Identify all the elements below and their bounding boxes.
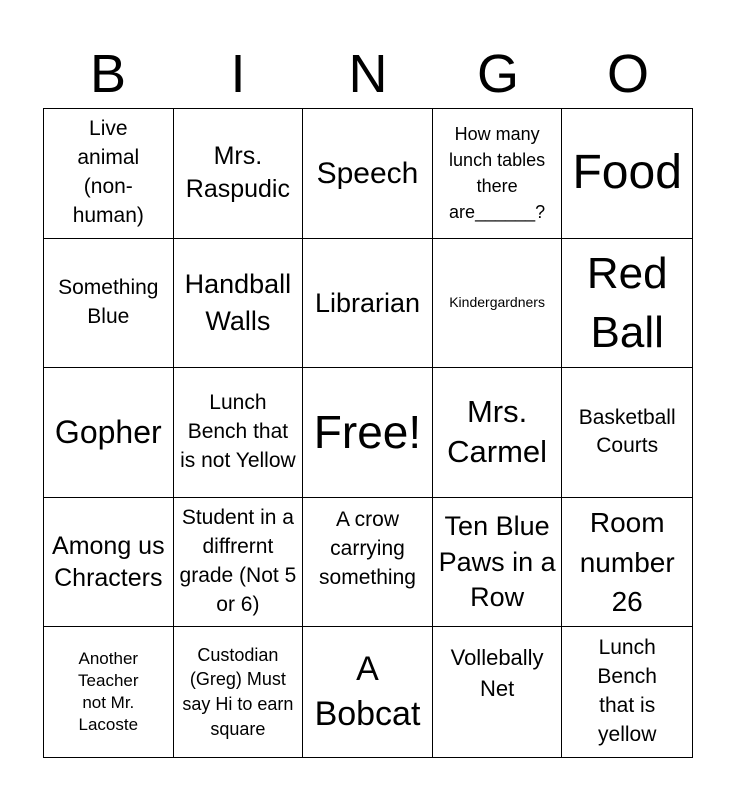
bingo-square[interactable] (44, 368, 174, 498)
bingo-header (43, 40, 693, 108)
square-label: Lunch Bench that is yellow (597, 636, 657, 747)
square-label: A Bobcat (314, 650, 421, 734)
bingo-square[interactable] (174, 498, 304, 628)
bingo-grid (43, 108, 693, 758)
header-letter-n: N (348, 44, 388, 104)
bingo-square[interactable] (433, 368, 563, 498)
square-label: Vollebally Net (450, 645, 544, 701)
square-label: Red Ball (586, 248, 668, 357)
square-label: Mrs. Raspudic (185, 141, 290, 204)
bingo-square[interactable] (433, 109, 563, 239)
square-label: Custodian (Greg) Must say Hi to earn square (182, 644, 294, 740)
bingo-square[interactable] (44, 109, 174, 239)
square-label: How many lunch tables there are______? (449, 124, 546, 223)
bingo-square[interactable] (174, 627, 304, 757)
square-label: Free! (313, 405, 422, 458)
square-label: Speech (316, 156, 419, 190)
bingo-square[interactable] (562, 498, 692, 628)
bingo-square[interactable] (303, 627, 433, 757)
bingo-square[interactable] (433, 239, 563, 369)
bingo-square[interactable] (562, 109, 692, 239)
square-label: Lunch Bench that is not Yellow (180, 391, 296, 472)
bingo-square[interactable] (433, 498, 563, 628)
square-label: Handball Walls (184, 269, 292, 336)
bingo-square[interactable] (562, 239, 692, 369)
square-label: Kindergardners (449, 294, 545, 311)
bingo-square[interactable] (562, 368, 692, 498)
bingo-square[interactable] (433, 627, 563, 757)
bingo-square[interactable] (562, 627, 692, 757)
bingo-square[interactable] (174, 109, 304, 239)
square-label: Among us Chracters (52, 532, 165, 593)
square-label: Gopher (54, 413, 162, 450)
header-letter-o: O (606, 44, 649, 104)
header-letter-b: B (89, 44, 127, 104)
square-label: Room number 26 (579, 507, 675, 617)
bingo-square[interactable] (44, 498, 174, 628)
bingo-square[interactable] (303, 498, 433, 628)
free-square[interactable] (303, 368, 433, 498)
square-label: Another Teacher not Mr. Lacoste (78, 649, 139, 735)
header-letter-g: G (476, 44, 519, 104)
bingo-square[interactable] (174, 239, 304, 369)
square-label: Food (572, 146, 682, 200)
header-letter-i: I (230, 44, 246, 104)
square-label: Student in a diffrernt grade (Not 5 or 6) (179, 506, 297, 617)
square-label: A crow carrying something (319, 507, 416, 589)
bingo-square[interactable] (303, 239, 433, 369)
square-label: Live animal (non-human) (72, 117, 144, 228)
bingo-square[interactable] (174, 368, 304, 498)
bingo-square[interactable] (44, 627, 174, 757)
bingo-square[interactable] (303, 109, 433, 239)
square-label: Basketball Courts (578, 405, 676, 458)
square-label: Mrs. Carmel (447, 394, 548, 470)
square-label: Something Blue (58, 275, 159, 328)
square-label: Librarian (314, 287, 421, 318)
bingo-square[interactable] (44, 239, 174, 369)
square-label: Ten Blue Paws in a Row (438, 511, 556, 612)
